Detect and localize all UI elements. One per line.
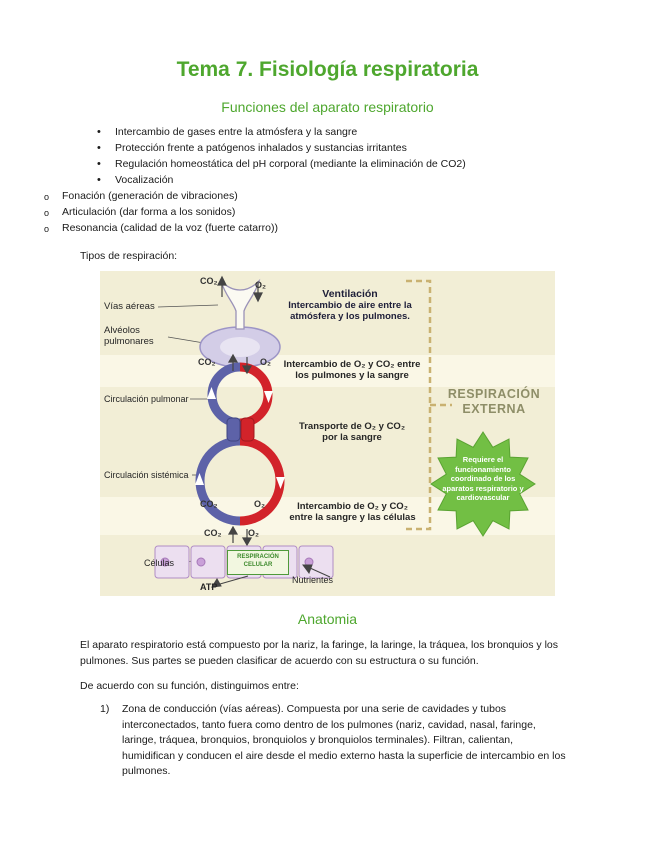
bullet-item: • Regulación homeostática del pH corporal (mediante la eliminación de CO2) xyxy=(95,156,575,172)
sub-bullet-item: o Fonación (generación de vibraciones) xyxy=(42,188,522,204)
respiracion-celular-box: RESPIRACIÓN CELULAR xyxy=(227,550,289,575)
o2-lung-label: O₂ xyxy=(260,357,271,367)
co2-top-label: CO₂ xyxy=(200,276,218,286)
page-title: Tema 7. Fisiología respiratoria xyxy=(176,58,479,81)
bullet-item: • Intercambio de gases entre la atmósfera y la sangre xyxy=(95,124,575,140)
anatomy-intro-paragraph: El aparato respiratorio está compuesto por la nariz, la faringe, la laringe, la tráquea, los bronquios y los pulmones. Sus partes se pueden clasificar de acuerdo con su estructura o su función. xyxy=(80,639,559,667)
anatomy-criteria-paragraph: De acuerdo con su función, distinguimos entre: xyxy=(80,680,299,692)
intercambio-celulas-label: Intercambio de O₂ y CO₂ entre la sangre y las células xyxy=(289,501,416,523)
numbered-item-text: Zona de conducción (vías aéreas). Compuesta por una serie de cavidades y tubos interconectados, tanto fuera como dentro de los pulmones (nariz, cavidad, nasal, faringe, laringe, tráquea, bronquios, bronquiolos y bronquiolos terminales). Filtran, calientan, humidifican y conducen el aire desde el medio externo hasta la superficie de intercambio en los pulmones. xyxy=(122,703,566,777)
bullet-item: • Protección frente a patógenos inhalados y sustancias irritantes xyxy=(95,140,575,156)
tipos-respiracion-label: Tipos de respiración: xyxy=(80,250,178,262)
functions-bullet-list xyxy=(95,124,575,188)
o2-cell-band-label: O₂ xyxy=(254,499,265,509)
nutrientes-label: Nutrientes xyxy=(292,575,334,585)
ventilacion-title: Ventilación xyxy=(322,288,378,300)
atp-label: ATP xyxy=(200,582,218,592)
functions-heading: Funciones del aparato respiratorio xyxy=(221,99,434,115)
respiration-diagram xyxy=(100,271,555,596)
vocalization-sublist xyxy=(42,188,522,236)
circulacion-pulmonar-label: Circulación pulmonar xyxy=(104,394,189,404)
o2-bottom-label: O₂ xyxy=(248,528,259,538)
numbered-item-marker: 1) xyxy=(100,703,110,715)
airway-funnel-shape xyxy=(221,281,259,329)
transporte-label: Transporte de O₂ y CO₂ por la sangre xyxy=(298,421,406,443)
respiracion-externa-label: RESPIRACIÓN EXTERNA xyxy=(447,387,541,416)
sub-bullet-item: o Articulación (dar forma a los sonidos) xyxy=(42,204,522,220)
ventilacion-block xyxy=(282,289,418,322)
sub-bullet-item: o Resonancia (calidad de la voz (fuerte catarro)) xyxy=(42,220,522,236)
co2-bottom-label: CO₂ xyxy=(204,528,222,538)
alveolos-label: Alvéolos pulmonares xyxy=(104,325,154,347)
co2-cell-band-label: CO₂ xyxy=(200,499,218,509)
celulas-label: Células xyxy=(144,558,175,568)
bullet-item: • Vocalización xyxy=(95,172,575,188)
vias-aereas-label: Vías aéreas xyxy=(104,301,155,312)
anatomy-heading: Anatomia xyxy=(297,611,358,627)
intercambio-pulmones-label: Intercambio de O₂ y CO₂ entre los pulmones y la sangre xyxy=(283,359,421,381)
ventilacion-body: Intercambio de aire entre la atmósfera y los pulmones. xyxy=(288,300,412,322)
starburst-text: Requiere el funcionamiento coordinado de los aparatos respiratorio y cardiovascular xyxy=(442,455,524,502)
circulacion-sistemica-label: Circulación sistémica xyxy=(104,470,189,480)
co2-lung-label: CO₂ xyxy=(198,357,216,367)
numbered-item-1 xyxy=(100,702,568,780)
o2-top-label: O₂ xyxy=(255,280,266,290)
